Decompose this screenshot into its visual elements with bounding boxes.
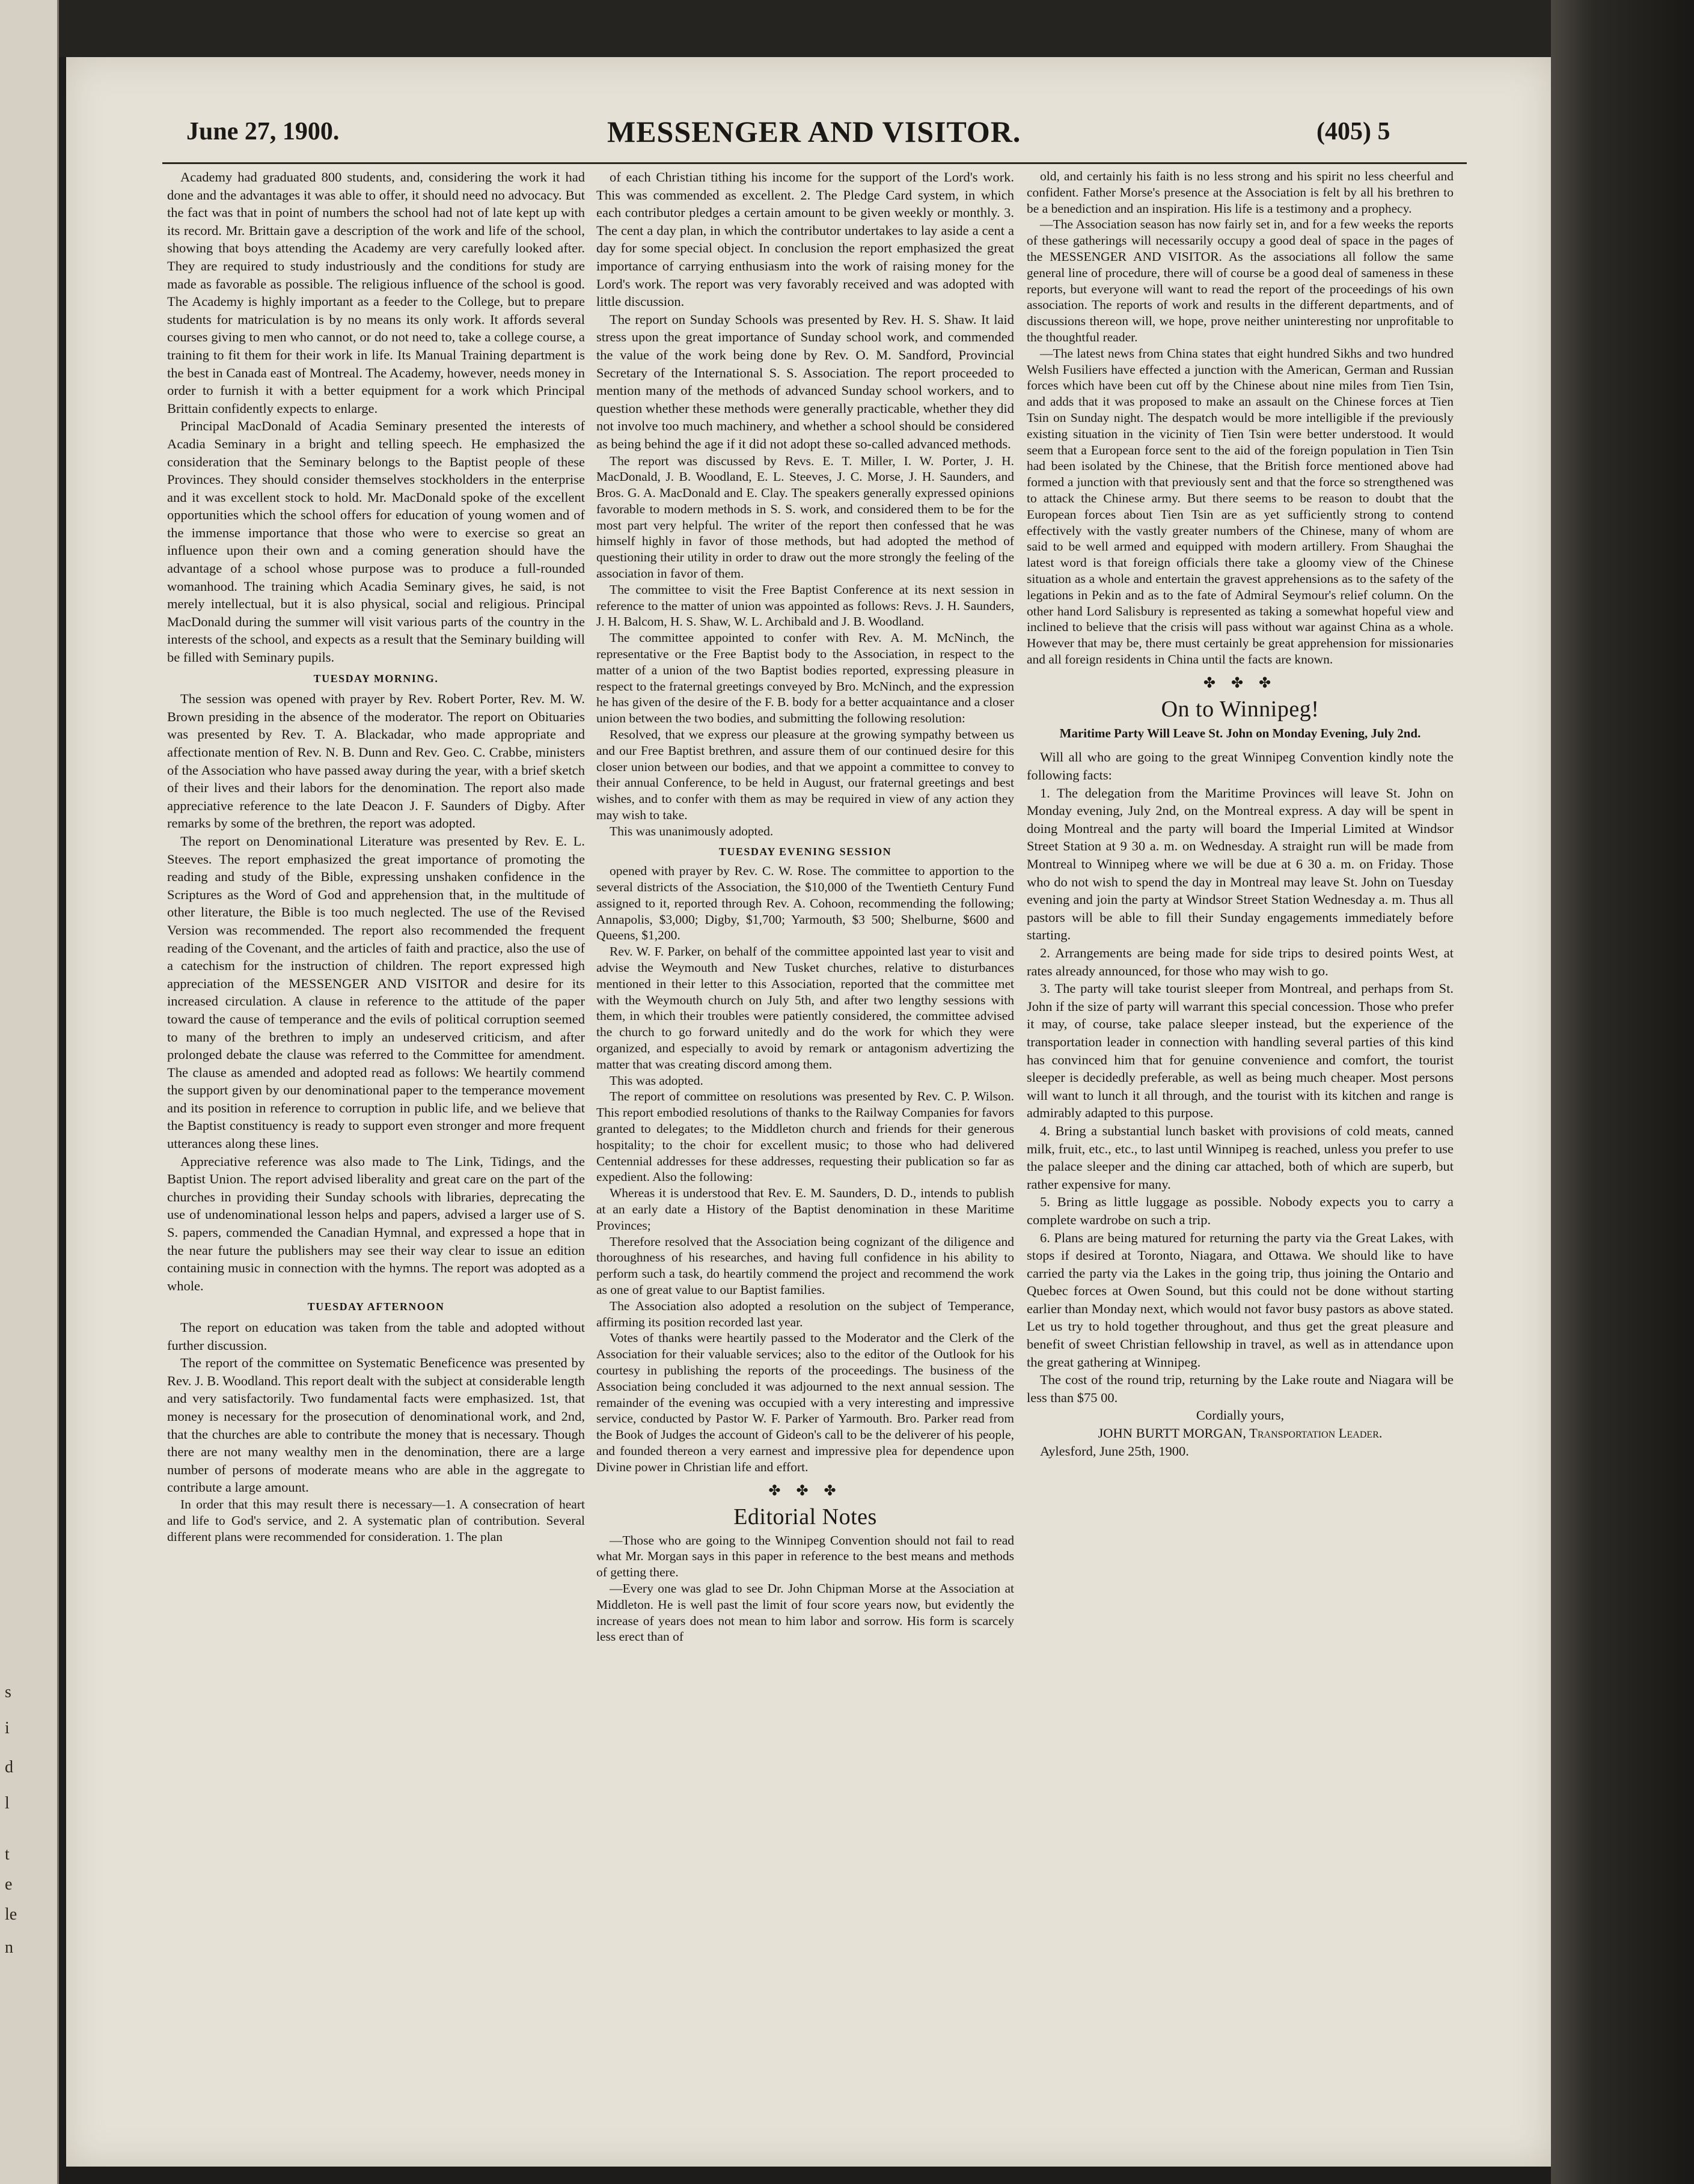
editorial-notes-heading: Editorial Notes xyxy=(733,1504,877,1530)
column-3 xyxy=(1027,168,1454,1460)
article-paragraph: 2. Arrangements are being made for side trips to desired points West, at rates already announced, for those who may wish to go. xyxy=(1027,945,1454,978)
article-paragraph: Academy had graduated 800 students, and, considering the work it had done and the advantages it was able to offer, it should need no advocacy. But the fact was that in point of numbers the school had not of late kept up with its record. Mr. Brittain gave a description of the work and life of the school, showing that boys attending the Academy are very carefully looked after. They are required to study industriously and the conditions for study are made as favorable as possible. The religious influence of the school is good. The Academy is highly important as a feeder to the College, but to prepare students for matriculation is by no means its only work. It affords several courses giving to men who cannot, or do not need to, take a college course, a training to fit them for their work in life. Its Manual Training department is the best in Canada east of Montreal. The Academy, however, needs money in order to furnish it with a better equipment for a work which Principal Brittain confidently expects to enlarge. xyxy=(167,169,585,416)
column-2 xyxy=(596,168,1014,1645)
resolution-paragraph: Whereas it is understood that Rev. E. M. Saunders, D. D., intends to publish at an early date a History of the Baptist denomination in these Maritime Provinces; xyxy=(596,1186,1014,1233)
editorial-note: —Every one was glad to see Dr. John Chipman Morse at the Association at Middleton. He is well past the limit of four score years now, but evidently the increase of years does not mean to him labor and sorrow. His form is scarcely less erect than of xyxy=(596,1581,1014,1644)
margin-fragment: n xyxy=(5,1938,13,1957)
resolution-paragraph: Resolved, that we express our pleasure at the growing sympathy between us and our Free Baptist brethren, and assure them of our continued desire for this closer union between our bodies, and that we appoint a committee to convey to their annual Conference, to be held in August, our fraternal greetings and best wishes, and to confer with them as may be required in view of any action they may wish to take. xyxy=(596,727,1014,823)
article-paragraph: 3. The party will take tourist sleeper from Montreal, and perhaps from St. John if the size of party will warrant this special concession. Those who prefer it may, of course, take palace sleeper instead, but the experience of the transportation leader in connection with handling several parties of this kind has convinced him that for genuine convenience and comfort, the tourist sleeper is decidedly preferable, as well as being much cheaper. Most persons will want to lunch it all through, and the tourist with its kitchen and range is admirably adapted to this purpose. xyxy=(1027,981,1454,1121)
editorial-note: —Those who are going to the Winnipeg Convention should not fail to read what Mr. Morgan says in this paper in reference to the best means and methods of getting there. xyxy=(596,1533,1014,1580)
section-heading: TUESDAY AFTERNOON xyxy=(307,1301,445,1313)
page-number: (405) 5 xyxy=(1316,118,1390,145)
winnipeg-subheading: Maritime Party Will Leave St. John on Monday Evening, July 2nd. xyxy=(1059,725,1421,740)
article-paragraph: The report on Denominational Literature was presented by Rev. E. L. Steeves. The report emphasized the great importance of promoting the reading and study of the Bible, expressing unshaken confidence in the Scriptures as the Word of God and apprehension that, in the multitude of other literature, the Bible is too much neglected. The use of the Revised Version was recommended. The report also recommended the frequent reading of the Covenant, and the articles of faith and practice, also the use of a catechism for the instruction of children. The report expressed high appreciation of the MESSENGER AND VISITOR and desire for its increased circulation. A clause in reference to the attitude of the paper toward the cause of temperance and the evils of political corruption seemed to many of the brethren to imply an undeserved criticism, and after prolonged debate the clause was referred to the Committee for amendment. The clause as amended and adopted read as follows: We heartily commend the support given by our denominational paper to the temperance movement and its position in reference to corruption in public life, and we believe that the Baptist constituency is ready to support even stronger and more frequent utterances along these lines. xyxy=(167,833,585,1151)
margin-fragment: le xyxy=(5,1905,17,1924)
ornament: ✤ ✤ ✤ xyxy=(1203,675,1277,691)
article-paragraph: This was unanimously adopted. xyxy=(610,823,774,838)
signature: JOHN BURTT MORGAN, Transportation Leader. xyxy=(1098,1426,1383,1441)
dateline: Aylesford, June 25th, 1900. xyxy=(1040,1443,1189,1459)
article-paragraph: The report on education was taken from the table and adopted without further discussion. xyxy=(167,1320,585,1353)
article-paragraph: Votes of thanks were heartily passed to the Moderator and the Clerk of the Association for their valuable services; also to the editor of the Outlook for his courtesy in publishing the reports of the proceedings. The business of the Association being concluded it was adjourned to the next annual session. The remainder of the evening was occupied with a very interesting and impressive service, conducted by Pastor W. F. Parker of Yarmouth. Bro. Parker read from the Book of Judges the account of Gideon's call to be the deliverer of his people, and founded thereon a very earnest and impressive plea for dependence upon Divine power in Christian life and effort. xyxy=(596,1331,1014,1474)
issue-date: June 27, 1900. xyxy=(186,118,340,145)
margin-fragment: t xyxy=(5,1845,10,1864)
article-paragraph: Appreciative reference was also made to The Link, Tidings, and the Baptist Union. The report advised liberality and great care on the part of the churches in providing their Sunday schools with libraries, deprecating the use of undenominational lesson helps and papers, advised a larger use of S. S. papers, commended the Canadian Hymnal, and expressed a hope that in the near future the publishers may see their way clear to issue an edition containing music in connection with the hymns. The report was adopted as a whole. xyxy=(167,1153,585,1293)
article-paragraph: The report was discussed by Revs. E. T. Miller, I. W. Porter, J. H. MacDonald, J. B. Woodland, E. L. Steeves, J. C. Morse, J. H. Saunders, and Bros. G. A. MacDonald and E. Clay. The speakers generally expressed opinions favorable to modern methods in S. S. work, and considered them to be for the most part very helpful. The writer of the report then confessed that he was himself highly in favor of those methods, but had adopted the method of questioning their utility in order to draw out the more strongly the feeling of the association in favor of them. xyxy=(596,453,1014,581)
article-paragraph: Will all who are going to the great Winnipeg Convention kindly note the following facts: xyxy=(1027,749,1454,783)
article-paragraph: The committee appointed to confer with Rev. A. M. McNinch, the representative or the Free Baptist body to the Association, in respect to the matter of a union of the two Baptist bodies reported, expressing pleasure in respect to the fraternal greetings conveyed by Bro. McNinch, and the expression he has given of the desire of the F. B. body for a better acquaintance and a closer union between the two bodies, and submitting the following resolution: xyxy=(596,630,1014,726)
closing: Cordially yours, xyxy=(1196,1408,1285,1423)
margin-fragment: l xyxy=(5,1794,10,1813)
article-paragraph: 4. Bring a substantial lunch basket with provisions of cold meats, canned milk, fruit, etc., etc., to last until Winnipeg is reached, unless you prefer to use the palace sleeper and the dining car attached, both of which are superb, but rather expensive for many. xyxy=(1027,1123,1454,1192)
editorial-note: —The Association season has now fairly set in, and for a few weeks the reports of these gatherings will necessarily occupy a good deal of space in the pages of the MESSENGER AND VISITOR. As the associations all follow the same general line of procedure, there will of course be a good deal of sameness in these reports, but everyone will want to read the report of the proceedings of his own association. The reports of work and results in the different departments, and of discussions thereon will, we hope, prove neither uninteresting nor unprofitable to the thoughtful reader. xyxy=(1027,217,1454,344)
margin-fragment: d xyxy=(5,1758,13,1777)
article-paragraph: The report on Sunday Schools was presented by Rev. H. S. Shaw. It laid stress upon the great importance of Sunday school work, and commended the value of the work being done by Rev. O. M. Sandford, Provincial Secretary of the International S. S. Association. The report proceeded to mention many of the methods of advanced Sunday school workers, and to question whether these methods were generally practicable, whether they did not involve too much machinery, and whether a school should be considered as being behind the age if it did not adopt these so-called advanced methods. xyxy=(596,311,1014,451)
article-paragraph: The committee to visit the Free Baptist Conference at its next session in reference to the matter of union was appointed as follows: Revs. J. H. Saunders, J. H. Balcom, H. S. Shaw, W. L. Archibald and J. B. Woodland. xyxy=(596,582,1014,629)
article-paragraph: 1. The delegation from the Maritime Provinces will leave St. John on Monday evening, July 2nd, on the Montreal express. A day will be spent in doing Montreal and the party will board the Imperial Limited at Windsor Street Station at 9 30 a. m. on Wednesday. A straight run will be made from Montreal to Winnipeg where we will be due at 6 30 a. m. on Friday. Those who do not wish to spend the day in Montreal may leave St. John on Tuesday evening and join the party at Windsor Street Station Wednesday a. m. Thus all pastors will be able to fill their Sunday engagements immediately before starting. xyxy=(1027,785,1454,943)
adjacent-page-strip xyxy=(0,0,59,2184)
article-paragraph: Principal MacDonald of Acadia Seminary presented the interests of Acadia Seminary in a bright and telling speech. He emphasized the consideration that the Seminary belongs to the Baptist people of these Provinces. They should consider themselves stockholders in the enterprise and it was excellent stock to hold. Mr. MacDonald spoke of the excellent opportunities which the school offers for education of young women and of the immense importance that those who were to exercise so great an influence upon their own and a coming generation should have the advantage of a school whose purpose was to produce a full-rounded womanhood. The training which Acadia Seminary gives, he said, is not merely intellectual, but it is also physical, social and religious. Principal MacDonald during the summer will visit various parts of the country in the interests of the school, and expects as a result that the Seminary building will be filled with Seminary pupils. xyxy=(167,418,585,665)
article-paragraph: The session was opened with prayer by Rev. Robert Porter, Rev. M. W. Brown presiding in the absence of the moderator. The report on Obituaries was presented by Rev. T. A. Blackadar, who made appropriate and affectionate mention of Rev. N. B. Dunn and Rev. Geo. C. Crabbe, ministers of the Association who have passed away during the year, with a brief sketch of their lives and their labors for the denomination. The report also made appreciative reference to the late Deacon J. F. Saunders of Digby. After remarks by some of the brethren, the report was adopted. xyxy=(167,691,585,831)
article-paragraph: In order that this may result there is necessary—1. A consecration of heart and life to God's service, and 2. A systematic plan of contribution. Several different plans were recommended for consideration. 1. The plan xyxy=(167,1496,585,1544)
page-header xyxy=(120,63,1449,148)
margin-fragment: s xyxy=(5,1683,11,1701)
article-paragraph: 5. Bring as little luggage as possible. Nobody expects you to carry a complete wardrobe on such a trip. xyxy=(1027,1194,1454,1227)
editorial-note: —The latest news from China states that eight hundred Sikhs and two hundred Welsh Fusiliers have effected a junction with the American, German and Russian forces which have been cut off by the Chinese about nine miles from Tien Tsin, and adds that it was proposed to make an assault on the Chinese forces at Tien Tsin on Sunday night. The despatch would be more intelligible if the previously existing situation in the vicinity of Tien Tsin were better understood. It would seem that a European force sent to the aid of the foreign population in Tien Tsin had been isolated by the Chinese, that the British force mentioned above had formed a junction with that previously sent and that the force so strengthened was to attack the Chinese army. But there seems to be reason to doubt that the European forces about Tien Tsin are as yet sufficiently strong to contend effectively with the vastly greater numbers of the Chinese, many of whom are said to be well armed and equipped with modern artillery. From Shaughai the latest word is that foreign officials there take a gloomy view of the Chinese situation as a whole and entertain the gravest apprehensions as to the safety of the legations in Pekin and as to the fate of Admiral Seymour's relief column. On the other hand Lord Salisbury is represented as taking a somewhat hopeful view and inclined to believe that the crisis will pass without war against China as a whole. However that may be, there must certainly be great apprehension for missionaries and all foreign residents in China until the facts are known. xyxy=(1027,346,1454,666)
article-paragraph: This was adopted. xyxy=(610,1073,703,1088)
masthead-title: MESSENGER AND VISITOR. xyxy=(607,115,1021,148)
article-paragraph: of each Christian tithing his income for the support of the Lord's work. This was commended as excellent. 2. The Pledge Card system, in which each contributor pledges a certain amount to be given weekly or monthly. 3. The cent a day plan, in which the contributor undertakes to lay aside a cent a day for some special object. In conclusion the report emphasized the great importance of carrying enthusiasm into the work of raising money for the Lord's work. The report was very favorably received and was adopted with little discussion. xyxy=(596,169,1014,310)
resolution-paragraph: Therefore resolved that the Association being cognizant of the diligence and thoroughness of his researches, and having full confidence in his ability to perform such a task, do heartily commend the project and recommend the work as one of great value to our Baptist families. xyxy=(596,1234,1014,1297)
column-1 xyxy=(167,168,585,1545)
article-paragraph: 6. Plans are being matured for returning the party via the Great Lakes, with stops if desired at Toronto, Niagara, and Ottawa. We should like to have carried the party via the Lakes in the going trip, thus joining the Ontario and Quebec forces at Owen Sound, but this could not be done without starting earlier than Monday next, which would not favor busy pastors as above stated. Let us try to hold together throughout, and thus get the great pleasure and benefit of sweet Christian fellowship in travel, as well as in attendance upon the great gathering at Winnipeg. xyxy=(1027,1230,1454,1370)
article-paragraph: The Association also adopted a resolution on the subject of Temperance, affirming its position recorded last year. xyxy=(596,1298,1014,1329)
top-shadow xyxy=(57,0,1551,57)
article-paragraph: The report of the committee on Systematic Beneficence was presented by Rev. J. B. Woodland. This report dealt with the subject at considerable length and very satisfactorily. Two fundamental facts were emphasized. 1st, that money is necessary for the prosecution of denominational work, and 2nd, that the churches are able to contribute the money that is necessary. Though there are not many wealthy men in the denomination, there are a large number of persons of moderate means who are able in the aggregate to contribute a large amount. xyxy=(167,1355,585,1495)
winnipeg-heading: On to Winnipeg! xyxy=(1161,697,1319,722)
section-heading: TUESDAY EVENING SESSION xyxy=(718,845,892,858)
section-heading: TUESDAY MORNING. xyxy=(313,672,439,685)
header-rule xyxy=(162,162,1467,164)
editorial-note: old, and certainly his faith is no less strong and his spirit no less cheerful and confident. Father Morse's presence at the Association is felt by all his brethren to be a benediction and an inspiration. His life is a testimony and a prophecy. xyxy=(1027,169,1454,216)
article-paragraph: Rev. W. F. Parker, on behalf of the committee appointed last year to visit and advise the Weymouth and New Tusket churches, relative to disturbances mentioned in their letter to this Association, reported that the committee met with the Weymouth church on July 5th, and after two lengthy sessions with them, in which their troubles were patiently considered, the committee advised the church to go forward unitedly and do the work for which they were organized, and especially to avoid by remark or antagonism advertizing the matter that was creating discord among them. xyxy=(596,944,1014,1072)
ornament: ✤ ✤ ✤ xyxy=(768,1483,842,1499)
article-paragraph: The cost of the round trip, returning by the Lake route and Niagara will be less than $75 00. xyxy=(1027,1372,1454,1405)
book-edge-shadow xyxy=(1551,0,1694,2184)
margin-fragment: e xyxy=(5,1875,13,1894)
article-paragraph: The report of committee on resolutions was presented by Rev. C. P. Wilson. This report embodied resolutions of thanks to the Railway Companies for favors granted to delegates; to the Middleton church and friends for their generous hospitality; to the choir for excellent music; to those who had delivered Centennial addresses for these addresses, requesting their publication so far as expedient. Also the following: xyxy=(596,1089,1014,1185)
article-paragraph: opened with prayer by Rev. C. W. Rose. The committee to apportion to the several districts of the Association, the $10,000 of the Twentieth Century Fund assigned to it, reported through Rev. A. Cohoon, recommending the following; Annapolis, $3,000; Digby, $1,700; Yarmouth, $3 500; Shelburne, $600 and Queens, $1,200. xyxy=(596,864,1014,943)
margin-fragment: i xyxy=(5,1719,10,1737)
